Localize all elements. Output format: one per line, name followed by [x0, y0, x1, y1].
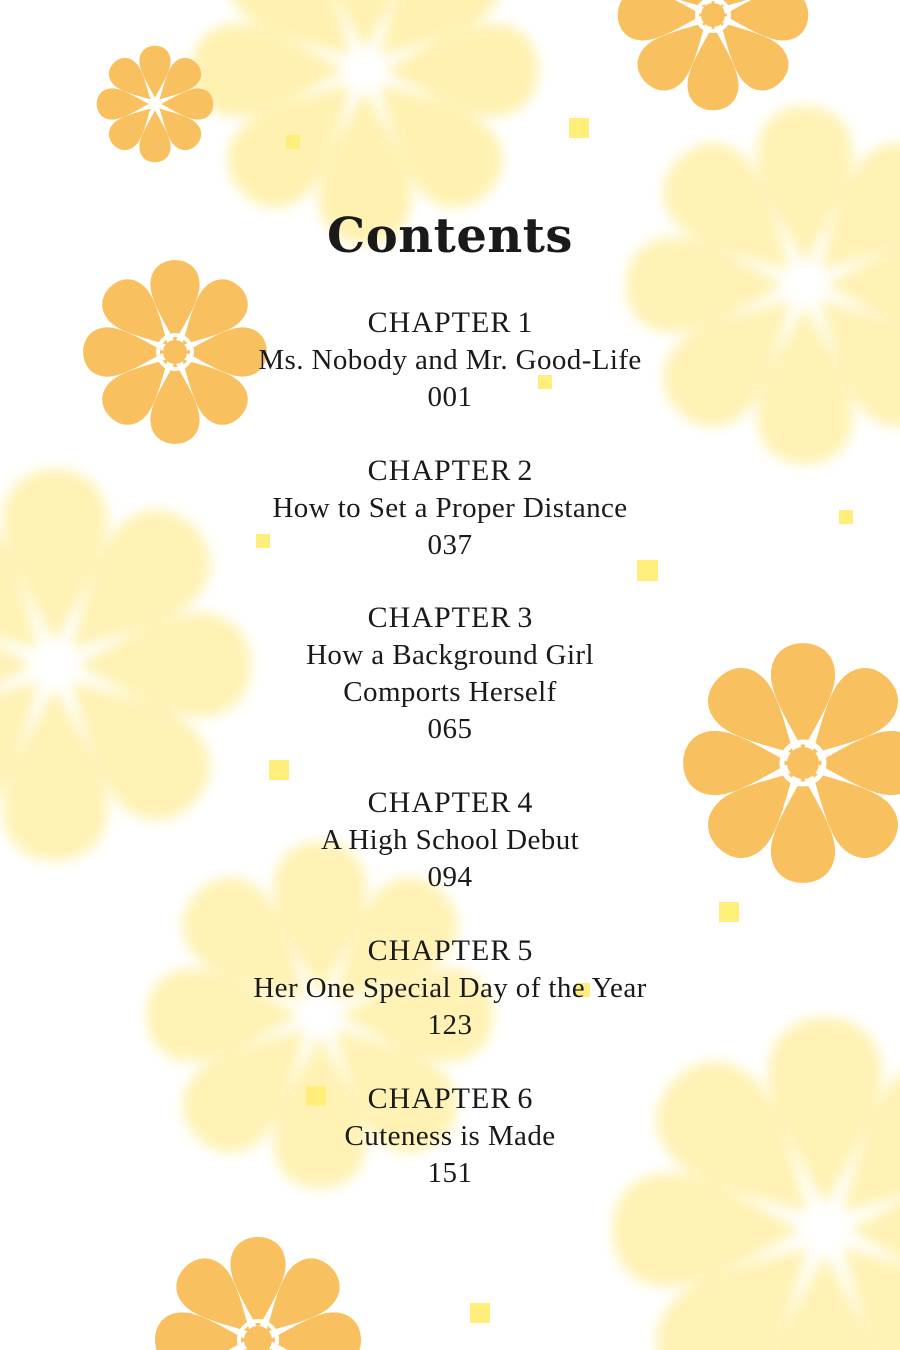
chapter-number: 6	[517, 1082, 533, 1115]
chapter-word: CHAPTER	[367, 306, 512, 339]
chapter-title: Her One Special Day of the Year	[253, 972, 647, 1004]
chapter-entry	[0, 454, 900, 563]
chapter-entry	[0, 934, 900, 1043]
chapter-label	[0, 454, 900, 490]
chapter-label	[0, 601, 900, 637]
chapter-number: 2	[517, 454, 533, 487]
chapter-page-number: 094	[427, 861, 473, 893]
chapter-word: CHAPTER	[367, 786, 512, 819]
chapter-number: 3	[517, 601, 533, 634]
chapter-page-number: 151	[427, 1157, 473, 1189]
chapter-title-line-2: Comports Herself	[343, 676, 557, 708]
chapter-title: Ms. Nobody and Mr. Good-Life	[258, 344, 642, 376]
chapter-entry	[0, 786, 900, 895]
chapter-word: CHAPTER	[367, 601, 512, 634]
chapter-word: CHAPTER	[367, 934, 512, 967]
chapter-word: CHAPTER	[367, 1082, 512, 1115]
chapter-page-number: 065	[427, 713, 473, 745]
chapter-entry	[0, 601, 900, 747]
chapter-page-number: 001	[427, 381, 473, 413]
chapter-label	[0, 934, 900, 970]
chapter-page-number: 037	[427, 529, 473, 561]
chapter-number: 1	[517, 306, 533, 339]
chapter-title: How to Set a Proper Distance	[272, 492, 628, 524]
chapter-title: A High School Debut	[320, 824, 580, 856]
chapter-word: CHAPTER	[367, 454, 512, 487]
chapter-number: 4	[517, 786, 533, 819]
chapter-title: Cuteness is Made	[344, 1120, 556, 1152]
chapter-entry	[0, 1082, 900, 1191]
chapter-label	[0, 786, 900, 822]
chapter-title: How a Background Girl	[306, 639, 594, 671]
chapter-number: 5	[517, 934, 533, 967]
page-title: Contents	[327, 208, 573, 264]
chapter-page-number: 123	[427, 1009, 473, 1041]
chapter-label	[0, 1082, 900, 1118]
chapter-entry	[0, 306, 900, 415]
chapter-label	[0, 306, 900, 342]
